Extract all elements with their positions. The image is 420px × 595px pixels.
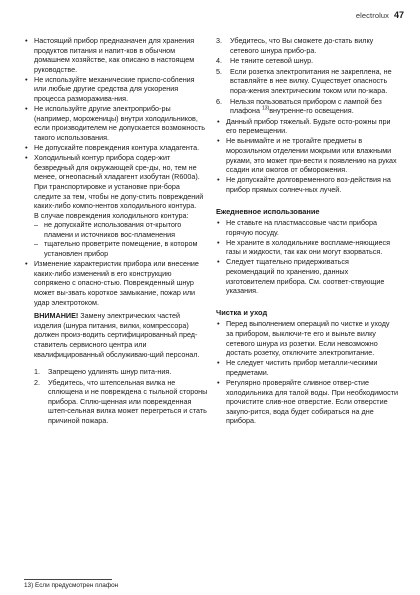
list-item — [216, 97, 398, 116]
list-item — [34, 367, 208, 377]
cord-rules — [24, 367, 208, 426]
item-text: Убедитесь, что штепсельная вилка не сплющена и не повреждена с тыльной стороны прибора. Сплю-щенная или поврежденная штеп-сельная вилка может перегреться и стать причиной пожара. — [48, 377, 208, 426]
list-item: • Не вынимайте и не трогайте предметы в морозильном отделении мокрыми или влажными руками, это может при-вести к появлению на руках ссадин или ожогов от обморожения. — [216, 136, 398, 174]
safety-bullet-list — [24, 36, 208, 307]
item-text: Не тяните сетевой шнур. — [230, 56, 314, 66]
transport-text: При транспортировке и установке при-бора следите за тем, чтобы не допу-стить повреждений каких-либо компо-нентов холодильного контура. — [34, 181, 204, 211]
item-number: 3. — [216, 36, 222, 45]
list-item: • Не допускайте повреждения контура хладагента. — [24, 143, 208, 153]
list-item: • Перед выполнением операций по чистке и уходу за прибором, выключи-те его и выньте вилку сетевого шнура из розетки. Если невозможно достать розетку, отключите электропитание. — [216, 319, 398, 357]
list-item: • Регулярно проверяйте сливное отвер-стие холодильника для талой воды. При необходимости прочистите слив-ное отверстие. Если отверстие закупо-рится, вода будет собираться на дне прибора. — [216, 378, 398, 426]
right-column — [216, 36, 398, 426]
item-text: Нельзя пользоваться прибором с лампой без плафона — [230, 96, 382, 116]
page-header — [356, 10, 404, 20]
list-item: – не допускайте использования от-крытого пламени и источников вос-пламенения — [34, 220, 208, 239]
list-item: • Не следует чистить прибор металли-ческими предметами. — [216, 358, 398, 377]
list-item: • Следует тщательно придерживаться рекомендаций по хранению, данных изготовителем прибора. См. соответ-ствующие указания. — [216, 257, 398, 295]
item-text: Если розетка электропитания не закреплена, не вставляйте в нее вилку. Существует опасность пора-жения электрическим током или по-жара. — [230, 66, 392, 95]
damage-intro: В случае повреждения холодильного контура: — [34, 210, 189, 220]
list-item: • Не используйте другие электроприбо-ры (например, мороженицы) внутри холодильников, если производителем не допускается возможность такого использования. — [24, 104, 208, 142]
item-number: 6. — [216, 96, 222, 106]
care-list — [216, 319, 398, 426]
numbered-list — [216, 36, 398, 116]
warning-label: ВНИМАНИЕ! — [34, 311, 79, 321]
list-item — [216, 56, 398, 66]
list-item — [216, 36, 398, 55]
list-item: • Изменение характеристик прибора или внесение каких-либо изменений в его конструкцию сопряжено с опасно-стью. Поврежденный шнур может вы-звать короткое замыкание, пожар или удар электротоком. — [24, 259, 208, 307]
list-item: • Не допускайте долговременного воз-действия на прибор прямых солнеч-ных лучей. — [216, 175, 398, 194]
left-column — [24, 36, 208, 427]
list-item: – тщательно проветрите помещение, в котором установлен прибор — [34, 239, 208, 258]
list-item: • Данный прибор тяжелый. Будьте осто-рожны при его перемещении. — [216, 117, 398, 136]
page-number: 47 — [393, 10, 404, 20]
list-item: • Настоящий прибор предназначен для хранения продуктов питания и напит-ков в обычном домашнем хозяйстве, как описано в настоящем руководстве. — [24, 36, 208, 74]
list-item — [34, 378, 208, 426]
section-heading-daily-use: Ежедневное использование — [216, 206, 320, 216]
refrigerant-text: • Холодильный контур прибора содер-жит безвредный для окружающей сре-ды, но, тем не менее, огнеопасный хладагент изобутан (R600a). — [34, 153, 200, 182]
warning-text: Замену электрических частей изделия (шнура питания, вилки, компрессора) должен произ-водить сертифицированный пред-ставитель сервисного центра или квалифицированный обслуживаю-щий персонал. — [34, 311, 200, 359]
list-item: • Не ставьте на пластмассовые части прибора горячую посуду. — [216, 218, 398, 237]
daily-use-list — [216, 218, 398, 296]
footnote-divider — [24, 579, 112, 580]
list-item — [24, 153, 208, 259]
damage-dash-list — [34, 220, 208, 258]
safety-bullet-list — [216, 117, 398, 195]
footnote-ref: 13) — [261, 105, 270, 112]
item-text: Запрещено удлинять шнур пита-ния. — [48, 367, 172, 377]
section-heading-care: Чистка и уход — [216, 307, 268, 317]
item-text-cont: внутренне-го освещения. — [269, 106, 354, 116]
item-number: 1. — [34, 367, 40, 377]
numbered-list — [34, 367, 208, 426]
footnote: 13) Если предусмотрен плафон — [24, 582, 119, 589]
item-text: Убедитесь, что Вы сможете до-стать вилку сетевого шнура прибо-ра. — [230, 36, 374, 55]
warning-block — [24, 311, 208, 359]
item-number: 5. — [216, 66, 222, 76]
list-item: • Не храните в холодильнике воспламе-няющиеся газы и жидкости, так как они могут взорваться. — [216, 238, 398, 257]
item-number: 4. — [216, 56, 222, 66]
list-item: • Не используйте механические приспо-собления или любые другие средства для ускорения процесса разморажива-ния. — [24, 75, 208, 104]
brand-name: electrolux — [355, 11, 389, 20]
list-item — [216, 67, 398, 96]
item-number: 2. — [34, 377, 40, 387]
